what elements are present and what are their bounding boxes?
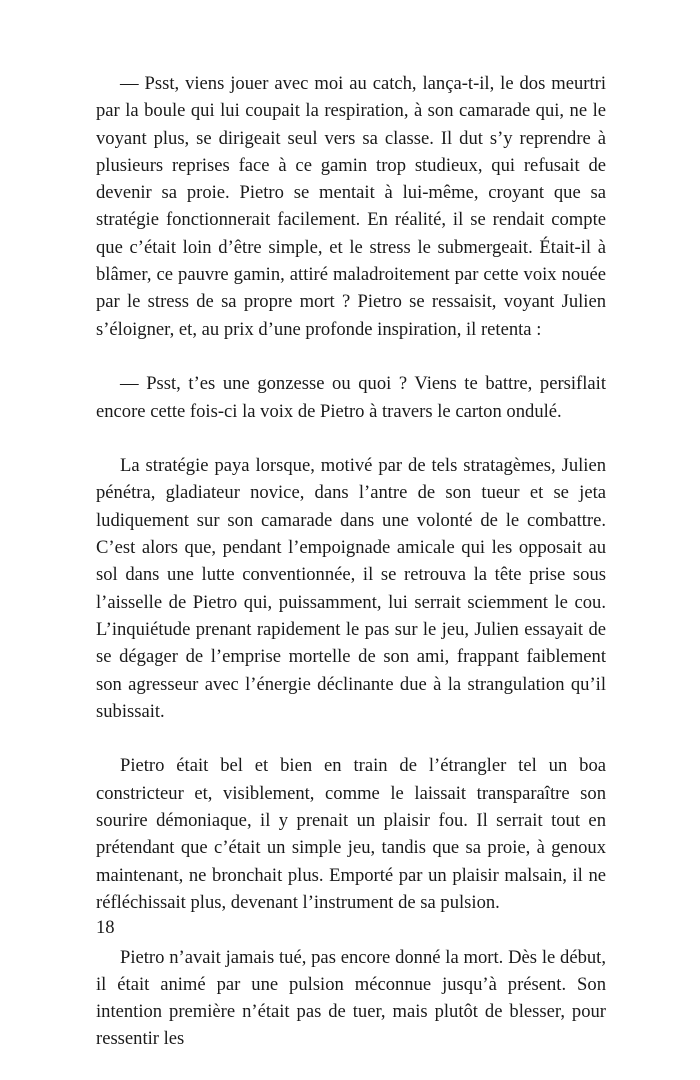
paragraph: — Psst, viens jouer avec moi au catch, lança-t-il, le dos meurtri par la boule qui lui coupait la respiration, à son camarade qui, ne le voyant plus, se dirigeait seul vers sa classe. Il dut s’y reprendre à plusieurs reprises face à ce gamin trop studieux, qui refusait de devenir sa proie. Pietro se mentait à lui-même, croyant que sa stratégie fonctionnerait facilement. En réalité, il se rendait compte que c’était loin d’être simple, et le stress le submergeait. Était-il à blâmer, ce pauvre gamin, attiré maladroitement par cette voix nouée par le stress de sa propre mort ? Pietro se ressaisit, voyant Julien s’éloigner, et, au prix d’une profonde inspiration, il retenta : bbox=[96, 73, 606, 340]
body-text bbox=[96, 70, 606, 1080]
paragraph: — Psst, t’es une gonzesse ou quoi ? Viens te battre, persiflait encore cette fois-ci la voix de Pietro à travers le carton ondulé. bbox=[96, 373, 606, 422]
paragraph: Pietro était bel et bien en train de l’étrangler tel un boa constricteur et, visiblement, comme le laissait transparaître son sourire démoniaque, il y prenait un plaisir fou. Il serrait tout en prétendant que c’était un simple jeu, tandis que sa proie, à genoux maintenant, ne bronchait plus. Emporté par un plaisir malsain, il ne réfléchissait plus, devenant l’instrument de sa pulsion. bbox=[96, 755, 606, 913]
page-number: 18 bbox=[96, 917, 115, 938]
paragraph: La stratégie paya lorsque, motivé par de tels stratagèmes, Julien pénétra, gladiateur novice, dans l’antre de son tueur et se jeta ludiquement sur son camarade dans une volonté de le combattre. C’est alors que, pendant l’empoignade amicale qui les opposait au sol dans une lutte conventionnée, il se retrouva la tête prise sous l’aisselle de Pietro qui, puissamment, lui serrait sciemment le cou. L’inquiétude prenant rapidement le pas sur le jeu, Julien essayait de se dégager de l’emprise mortelle de son ami, frappant faiblement son agresseur avec l’énergie déclinante due à la strangulation qu’il subissait. bbox=[96, 455, 606, 722]
paragraph: Pietro n’avait jamais tué, pas encore donné la mort. Dès le début, il était animé par une pulsion méconnue jusqu’à présent. Son intention première n’était pas de tuer, mais plutôt de blesser, pour ressentir les bbox=[96, 946, 606, 1050]
